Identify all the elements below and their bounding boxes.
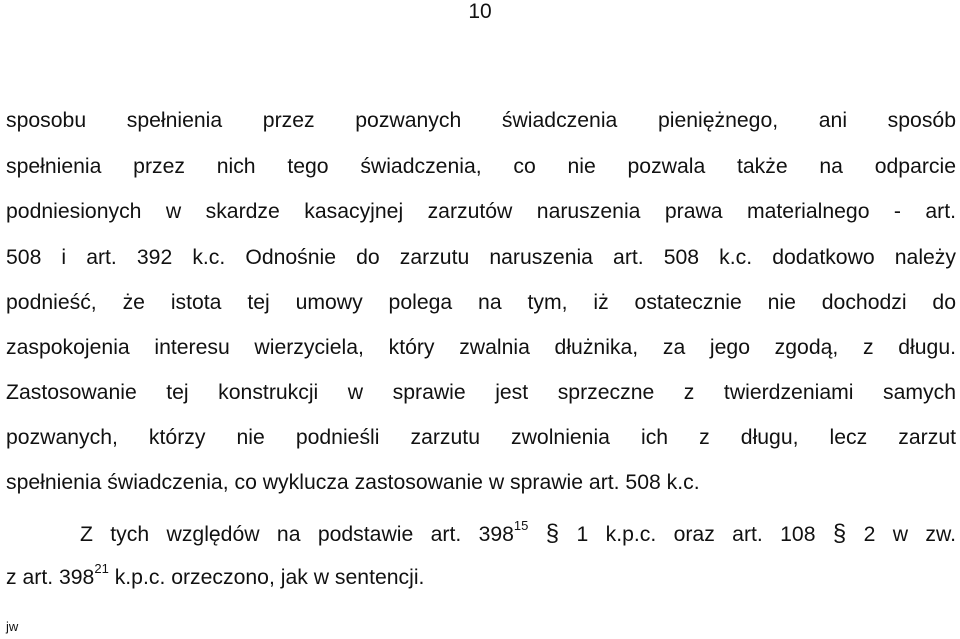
closing-text: Z tych względów na podstawie art. 398 (80, 523, 514, 546)
section-sign: § (545, 520, 560, 547)
text-line: pozwanych, którzy nie podnieśli zarzutu zwolnienia ich z długu, lecz zarzut (6, 426, 956, 449)
closing-line-1 (6, 519, 956, 549)
text-line: 508 i art. 392 k.c. Odnośnie do zarzutu naruszenia art. 508 k.c. dodatkowo należy (6, 246, 956, 269)
superscript: 15 (513, 518, 529, 533)
author-initials: jw (6, 619, 19, 634)
closing-text: 2 w zw. (846, 523, 956, 546)
page-number: 10 (468, 0, 492, 23)
superscript: 21 (94, 561, 109, 576)
closing-text: 1 k.p.c. oraz art. 108 (559, 523, 833, 546)
text-line: spełnienia świadczenia, co wyklucza zastosowanie w sprawie art. 508 k.c. (6, 471, 700, 494)
closing-line-2 (6, 563, 956, 593)
closing-text: z art. 398 (6, 566, 95, 589)
text-line: zaspokojenia interesu wierzyciela, który zwalnia dłużnika, za jego zgodą, z długu. (6, 336, 956, 359)
text-line: sposobu spełnienia przez pozwanych świadczenia pieniężnego, ani sposób (6, 109, 956, 132)
section-sign: § (832, 520, 847, 547)
text-line: podniesionych w skardze kasacyjnej zarzutów naruszenia prawa materialnego - art. (6, 200, 956, 223)
text-line: podnieść, że istota tej umowy polega na tym, iż ostatecznie nie dochodzi do (6, 291, 956, 314)
closing-text (528, 523, 545, 546)
text-line: Zastosowanie tej konstrukcji w sprawie jest sprzeczne z twierdzeniami samych (6, 381, 956, 404)
text-line: spełnienia przez nich tego świadczenia, co nie pozwala także na odparcie (6, 155, 956, 178)
closing-text: k.p.c. orzeczono, jak w sentencji. (108, 566, 425, 589)
